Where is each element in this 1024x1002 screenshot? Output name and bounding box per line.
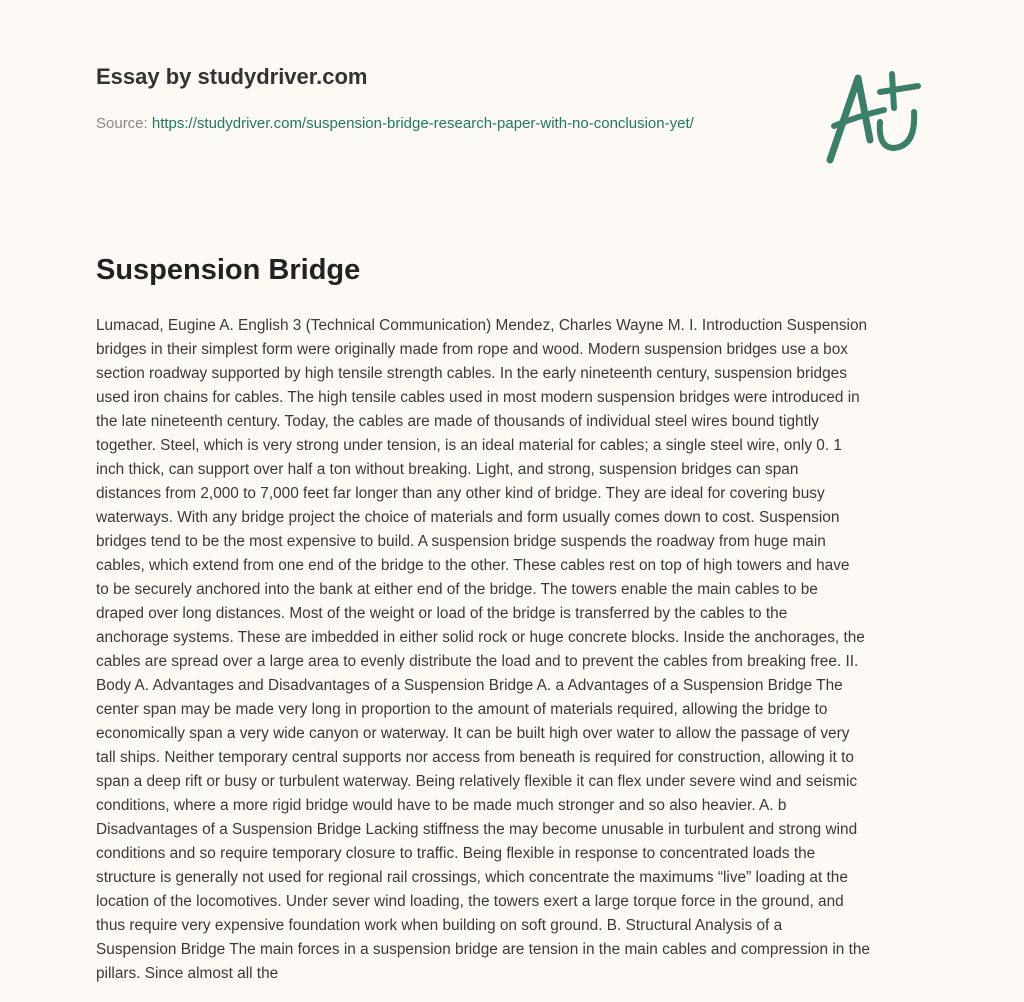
- essay-line: distances from 2,000 to 7,000 feet far longer than any other kind of bridge. They are ideal for covering busy: [96, 485, 825, 502]
- essay-line: inch thick, can support over half a ton without breaking. Light, and strong, suspension bridges can span: [96, 461, 799, 478]
- essay-line: Lumacad, Eugine A. English 3 (Technical Communication) Mendez, Charles Wayne M. I. Introduction Suspension: [96, 317, 868, 334]
- essay-line: bridges tend to be the most expensive to build. A suspension bridge suspends the roadway from huge main: [96, 533, 826, 550]
- essay-line: anchorage systems. These are imbedded in either solid rock or huge concrete blocks. Inside the anchorages, the: [96, 629, 865, 646]
- essay-line: center span may be made very long in proportion to the amount of materials required, allowing the bridge to: [96, 701, 828, 718]
- essay-line: cables, which extend from one end of the bridge to the other. These cables rest on top of high towers and have: [96, 557, 850, 574]
- essay-line: to be securely anchored into the bank at either end of the bridge. The towers enable the main cables to be: [96, 581, 818, 598]
- essay-line: waterways. With any bridge project the choice of materials and form usually comes down to cost. Suspension: [96, 509, 840, 526]
- essay-line: bridges in their simplest form were originally made from rope and wood. Modern suspension bridges use a box: [96, 341, 848, 358]
- a-plus-logo-icon: [818, 68, 928, 168]
- essay-line: used iron chains for cables. The high tensile cables used in most modern suspension bridges were introduced in: [96, 389, 860, 406]
- essay-line: thus require very expensive foundation work when building on soft ground. B. Structural Analysis of a: [96, 917, 783, 934]
- source-link[interactable]: https://studydriver.com/suspension-bridge-research-paper-with-no-conclusion-yet/: [151, 115, 694, 132]
- essay-line: together. Steel, which is very strong under tension, is an ideal material for cables; a single steel wire, only 0. 1: [96, 437, 842, 454]
- essay-line: conditions, where a more rigid bridge would have to be made much stronger and so also heavier. A. b: [96, 797, 787, 814]
- essay-line: conditions and so require temporary closure to traffic. Being flexible in response to concentrated loads the: [96, 845, 816, 862]
- essay-line: section roadway supported by high tensile strength cables. In the early nineteenth century, suspension bridges: [96, 365, 847, 382]
- essay-line: span a deep rift or busy or turbulent waterway. Being relatively flexible it can flex under severe wind and seismic: [96, 773, 858, 790]
- essay-line: draped over long distances. Most of the weight or load of the bridge is transferred by the cables to the: [96, 605, 788, 622]
- page-title: Suspension Bridge: [96, 254, 361, 286]
- essay-line: tall ships. Neither temporary central supports nor access from beneath is required for construction, allowing it to: [96, 749, 854, 766]
- essay-body: [96, 314, 936, 986]
- essay-line: the late nineteenth century. Today, the cables are made of thousands of individual steel wires bound tightly: [96, 413, 819, 430]
- essay-line: cables are spread over a large area to evenly distribute the load and to prevent the cables from breaking free. II.: [96, 653, 859, 670]
- site-brand: Essay by studydriver.com: [96, 64, 368, 89]
- essay-line: Disadvantages of a Suspension Bridge Lacking stiffness the may become unusable in turbulent and strong wind: [96, 821, 858, 838]
- essay-line: location of the locomotives. Under sever wind loading, the towers exert a large torque force in the ground, and: [96, 893, 844, 910]
- essay-line: pillars. Since almost all the: [96, 965, 279, 982]
- essay-line: structure is generally not used for regional rail crossings, which concentrate the maximums “live” loading at the: [96, 869, 848, 886]
- essay-line: economically span a very wide canyon or waterway. It can be built high over water to allow the passage of very: [96, 725, 850, 742]
- source-line: [96, 112, 756, 136]
- source-label: Source:: [96, 115, 148, 132]
- essay-line: Suspension Bridge The main forces in a suspension bridge are tension in the main cables and compression in the: [96, 941, 870, 958]
- essay-line: Body A. Advantages and Disadvantages of a Suspension Bridge A. a Advantages of a Suspension Bridge The: [96, 677, 843, 694]
